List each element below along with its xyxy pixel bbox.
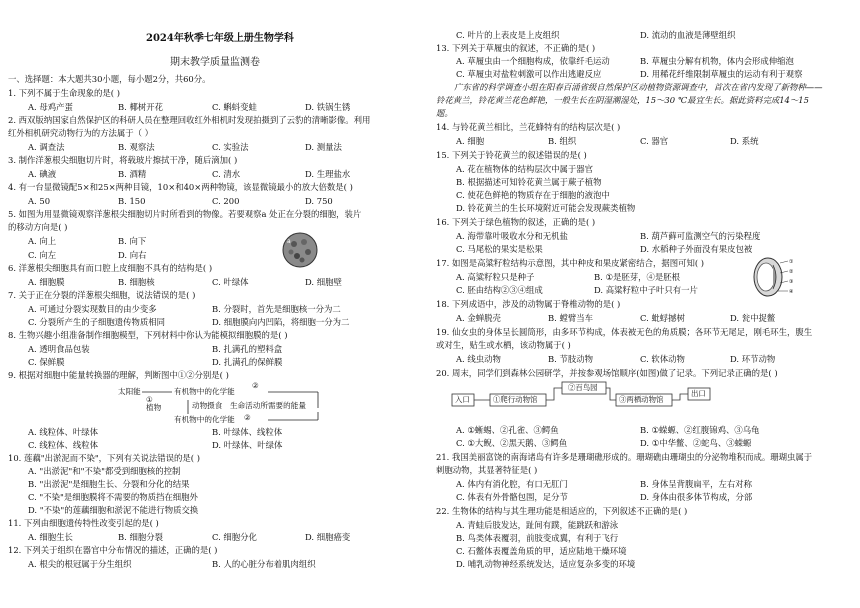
grain-label-3: ③ [789, 279, 794, 285]
q1-option-d[interactable]: D. 铁锅生锈 [305, 102, 351, 112]
q3-option-d[interactable]: D. 生理盐水 [305, 169, 351, 179]
route-zone-3: ③两栖动物馆 [619, 395, 664, 404]
question-1: 1. 下列不属于生命现象的是( ) [8, 88, 120, 98]
q18-option-a[interactable]: A. 金蝉脱壳 [456, 313, 501, 323]
q5-option-d[interactable]: D. 向右 [118, 250, 147, 260]
question-20: 20. 周末，同学们到森林公园研学，并按参观场馆顺序(如图)做了记录。下列记录正确的是( ) [436, 368, 778, 378]
question-3: 3. 制作洋葱根尖细胞切片时，将载玻片擦拭干净，随后滴加( ) [8, 155, 238, 165]
q12-option-a[interactable]: A. 根尖的根冠属于分生组织 [28, 559, 132, 569]
question-19-cont: 或对生，贴生或水栖，该动物属于( ) [436, 340, 571, 350]
q2-option-d[interactable]: D. 测量法 [305, 142, 342, 152]
q10-option-d[interactable]: D. "不染"的莲藕细胞和淤泥不能进行物质交换 [28, 505, 199, 515]
q4-option-b[interactable]: B. 150 [118, 196, 146, 206]
q2-option-b[interactable]: B. 观察法 [118, 142, 155, 152]
question-11: 11. 下列由细胞遗传特性改变引起的是( ) [8, 518, 159, 528]
diagram-arrows [118, 382, 328, 426]
question-10: 10. 莲藕"出淤泥而不染"，下列有关说法错误的是( ) [8, 453, 201, 463]
diagram-top-label: 有机物中的化学能 [174, 387, 235, 396]
q10-option-c[interactable]: C. "不染"是细胞膜将不需要的物质挡在细胞外 [28, 492, 198, 502]
q11-option-a[interactable]: A. 细胞生长 [28, 532, 73, 542]
q13-option-a[interactable]: A. 草履虫由一个细胞构成，依靠纤毛运动 [456, 56, 610, 66]
q12-option-c[interactable]: C. 叶片的上表皮是上皮组织 [456, 30, 560, 40]
q21-option-c[interactable]: C. 体表有外骨骼包围，足分节 [456, 492, 568, 502]
grain-label-2: ② [789, 269, 794, 275]
q16-option-a[interactable]: A. 海带靠叶吸收水分和无机盐 [456, 231, 568, 241]
grain-label-4: ④ [789, 289, 794, 295]
grain-label-1: ① [789, 259, 794, 265]
diagram-eat-label: 动物摄食 [192, 401, 223, 410]
q15-option-d[interactable]: D. 铃花黄兰的生长环境附近可能会发现蕨类植物 [456, 203, 636, 213]
q17-option-d[interactable]: D. 高粱籽粒中子叶只有一片 [594, 285, 698, 295]
figure-label-a: a [287, 238, 291, 245]
q5-option-a[interactable]: A. 向上 [28, 236, 57, 246]
q9-option-d[interactable]: D. 叶绿体、叶绿体 [212, 440, 283, 450]
q19-option-d[interactable]: D. 环节动物 [730, 354, 776, 364]
question-5: 5. 如图为用显微镜观察洋葱根尖细胞切片时所看到的物像。若要观察a 处正在分裂的细胞，装片 [8, 209, 362, 219]
question-18: 18. 下列成语中，涉及的动物属于脊椎动物的是( ) [436, 299, 621, 309]
q4-option-c[interactable]: C. 200 [212, 196, 240, 206]
q12-option-d[interactable]: D. 流动的血液是薄壁组织 [640, 30, 736, 40]
q7-option-b[interactable]: B. 分裂时，首先是细胞核一分为二 [212, 304, 341, 314]
q22-option-c[interactable]: C. 石鳖体表覆盖角质的甲，适应陆地干燥环境 [456, 546, 627, 556]
question-13: 13. 下列关于草履虫的叙述，不正确的是( ) [436, 43, 596, 53]
q6-option-b[interactable]: B. 细胞核 [118, 277, 155, 287]
q5-option-c[interactable]: C. 向左 [28, 250, 57, 260]
question-8: 8. 生物兴趣小组准备制作细胞模型，下列材料中你认为能模拟细胞膜的是( ) [8, 330, 288, 340]
q16-option-d[interactable]: D. 水稻种子外面没有果皮包被 [640, 244, 753, 254]
q14-option-a[interactable]: A. 细胞 [456, 136, 485, 146]
question-2-cont: 红外相机研究动物行为的方法属于（ ） [8, 128, 154, 138]
q10-option-a[interactable]: A. "出淤泥"和"不染"都受到细胞核的控制 [28, 466, 181, 476]
diagram-sun-label: 太阳能 [118, 387, 141, 396]
passage-line-2: 铃花黄兰，铃花黄兰花色鲜艳，一般生长在阴湿潮湿处，15～30 ℃最宜生长。据此资料完成14～15 [436, 95, 809, 105]
question-21-cont: 刺胞动物，其显著特征是( ) [436, 465, 538, 475]
q4-option-d[interactable]: D. 750 [305, 196, 333, 206]
question-5-cont: 的移动方向是( ) [8, 222, 68, 232]
q6-option-c[interactable]: C. 叶绿体 [212, 277, 249, 287]
passage-line-3: 题。 [436, 108, 453, 118]
diagram-plant-label: 植物 [146, 403, 162, 412]
question-22: 22. 生物体的结构与其生理功能是相适应的，下列叙述不正确的是( ) [436, 506, 688, 516]
exam-subtitle: 期末教学质量监测卷 [170, 57, 260, 68]
q21-option-a[interactable]: A. 体内有消化腔，有口无肛门 [456, 479, 568, 489]
sorghum-grain-figure [746, 255, 796, 299]
question-4: 4. 有一台显微镜配5×和25×两种目镜，10×和40×两种物镜，该显微镜最小的放大倍数是( ) [8, 182, 353, 192]
question-16: 16. 下列关于绿色植物的叙述，正确的是( ) [436, 217, 596, 227]
q17-option-a[interactable]: A. 高粱籽粒只是种子 [456, 272, 535, 282]
q15-option-a[interactable]: A. 花在植物体的结构层次中属于器官 [456, 164, 593, 174]
q3-option-a[interactable]: A. 碘液 [28, 169, 57, 179]
q14-option-c[interactable]: C. 器官 [640, 136, 669, 146]
q2-option-c[interactable]: C. 实验法 [212, 142, 249, 152]
q8-option-c[interactable]: C. 保鲜膜 [28, 357, 65, 367]
q9-option-a[interactable]: A. 线粒体、叶绿体 [28, 427, 98, 437]
route-exit: 出口 [691, 389, 706, 398]
q21-option-d[interactable]: D. 身体由很多体节构成，分部 [640, 492, 753, 502]
q22-option-a[interactable]: A. 青蛙后肢发达，趾间有蹼，能跳跃和游泳 [456, 520, 619, 530]
q11-option-b[interactable]: B. 细胞分裂 [118, 532, 163, 542]
question-2: 2. 西双版纳国家自然保护区的科研人员在整理回收红外相机时发现拍摄到了云豹的清晰影像。利用 [8, 115, 371, 125]
q14-option-d[interactable]: D. 系统 [730, 136, 759, 146]
q9-option-c[interactable]: C. 线粒体、线粒体 [28, 440, 99, 450]
route-zone-2: ②百鸟园 [568, 383, 598, 392]
q3-option-b[interactable]: B. 酒精 [118, 169, 147, 179]
question-15: 15. 下列关于铃花黄兰的叙述错误的是( ) [436, 150, 587, 160]
q19-option-b[interactable]: B. 节肢动物 [548, 354, 593, 364]
diagram-circle-1: ① [146, 395, 153, 404]
diagram-need-label: 生命活动所需要的能量 [230, 401, 306, 410]
q11-option-d[interactable]: D. 细胞癌变 [305, 532, 351, 542]
diagram-circle-2: ② [252, 381, 259, 390]
q18-option-b[interactable]: B. 螳臂当车 [548, 313, 593, 323]
q18-option-c[interactable]: C. 蚍蜉撼树 [640, 313, 685, 323]
q16-option-b[interactable]: B. 葫芦藓可监测空气的污染程度 [640, 231, 761, 241]
energy-flow-diagram [118, 382, 328, 426]
q19-option-c[interactable]: C. 软体动物 [640, 354, 685, 364]
route-zone-1: ①爬行动物馆 [493, 395, 538, 404]
q1-option-a[interactable]: A. 母鸡产蛋 [28, 102, 73, 112]
q7-option-d[interactable]: D. 细胞膜向内凹陷，将细胞一分为二 [212, 317, 350, 327]
question-14: 14. 与铃花黄兰相比，兰花蜂特有的结构层次是( ) [436, 122, 621, 132]
q6-option-d[interactable]: D. 细胞壁 [305, 277, 342, 287]
q11-option-c[interactable]: C. 细胞分化 [212, 532, 257, 542]
q19-option-a[interactable]: A. 线虫动物 [456, 354, 501, 364]
q8-option-b[interactable]: B. 扎满孔的塑料盒 [212, 344, 283, 354]
q16-option-c[interactable]: C. 马尾松的果实是松果 [456, 244, 543, 254]
q10-option-b[interactable]: B. "出淤泥"是细胞生长、分裂和分化的结果 [28, 479, 190, 489]
question-7: 7. 关于正在分裂的洋葱根尖细胞，说法错误的是( ) [8, 290, 196, 300]
diagram-bottom-label: 有机物中的化学能 [174, 415, 235, 424]
q7-option-a[interactable]: A. 可通过分裂实现数目的由少变多 [28, 304, 157, 314]
q3-option-c[interactable]: C. 清水 [212, 169, 241, 179]
question-21: 21. 我国美丽富饶的南海诸岛有许多是珊瑚礁形成的。珊瑚礁由珊瑚虫的分泌物堆积而成。珊瑚虫属于 [436, 452, 813, 462]
question-17: 17. 如图是高粱籽粒结构示意图，其中种皮和果皮紧密结合，据图可知( ) [436, 258, 705, 268]
q18-option-d[interactable]: D. 瓮中捉鳖 [730, 313, 776, 323]
q13-option-c[interactable]: C. 草履虫对盐粒刺激可以作出逃避反应 [456, 69, 602, 79]
q20-option-d[interactable]: D. ①中华鳖、②蛇鸟、③蝾螈 [640, 438, 752, 448]
q20-option-b[interactable]: B. ①蝾螈、②红腹锦鸡、③乌龟 [640, 425, 760, 435]
q21-option-b[interactable]: B. 身体呈背腹扁平，左右对称 [640, 479, 752, 489]
q14-option-b[interactable]: B. 组织 [548, 136, 577, 146]
route-entrance: 入口 [455, 395, 470, 404]
q17-option-b[interactable]: B. ①是胚芽，④是胚根 [594, 272, 680, 282]
q15-option-c[interactable]: C. 使花色鲜艳的物质存在于细胞的液泡中 [456, 190, 610, 200]
passage-line-1: 广东省的科学调查小组在阳春百涌省级自然保护区动植物资源调查中，首次在省内发现了新物种—— [454, 82, 823, 92]
q6-option-a[interactable]: A. 细胞膜 [28, 277, 65, 287]
q1-option-b[interactable]: B. 椰树开花 [118, 102, 163, 112]
q2-option-a[interactable]: A. 调查法 [28, 142, 65, 152]
q20-option-c[interactable]: C. ①大鲵、②黑天鹅、③鳄鱼 [456, 438, 568, 448]
q1-option-c[interactable]: C. 蝌蚪变蛙 [212, 102, 257, 112]
q4-option-a[interactable]: A. 50 [28, 196, 51, 206]
q15-option-b[interactable]: B. 根据描述可知铃花黄兰属于蕨子植物 [456, 177, 602, 187]
park-route-figure [450, 380, 720, 422]
q9-option-b[interactable]: B. 叶绿体、线粒体 [212, 427, 283, 437]
q12-option-b[interactable]: B. 人的心脏分布着肌肉组织 [212, 559, 316, 569]
q5-option-b[interactable]: B. 向下 [118, 236, 147, 246]
q22-option-d[interactable]: D. 哺乳动物神经系统发达，适应复杂多变的环境 [456, 559, 636, 569]
section-heading: 一、选择题：本大题共30小题，每小题2分，共60分。 [8, 74, 211, 84]
question-6: 6. 洋葱根尖细胞具有而口腔上皮细胞不具有的结构是( ) [8, 263, 213, 273]
q22-option-b[interactable]: B. 鸟类体表覆羽，前肢变成翼，有利于飞行 [456, 533, 619, 543]
microscope-view-figure [282, 232, 318, 268]
q8-option-d[interactable]: D. 扎满孔的保鲜膜 [212, 357, 283, 367]
q17-option-c[interactable]: C. 胚由结构②③④组成 [456, 285, 543, 295]
q13-option-b[interactable]: B. 草履虫分解有机物，体内会形成伸缩泡 [640, 56, 794, 66]
q13-option-d[interactable]: D. 用稀花纤维限制草履虫的运动有利于观察 [640, 69, 803, 79]
question-19: 19. 仙女虫的身体呈长圆筒形，由多环节构成，体表被无色的角质膜；各环节无尾足，刚毛环生，腹生 [436, 327, 813, 337]
exam-title: 2024年秋季七年级上册生物学科 [146, 33, 294, 44]
q7-option-c[interactable]: C. 分裂所产生的子细胞遗传物质相同 [28, 317, 166, 327]
diagram-circle-2b: ② [244, 413, 251, 422]
q8-option-a[interactable]: A. 透明食品包装 [28, 344, 90, 354]
question-9: 9. 根据对细胞中能量转换器的理解，判断图中①②分别是( ) [8, 370, 229, 380]
q20-option-a[interactable]: A. ①蜥蜴、②孔雀、③鳄鱼 [456, 425, 559, 435]
question-12: 12. 下列关于组织在器官中分布情况的描述，正确的是( ) [8, 545, 218, 555]
